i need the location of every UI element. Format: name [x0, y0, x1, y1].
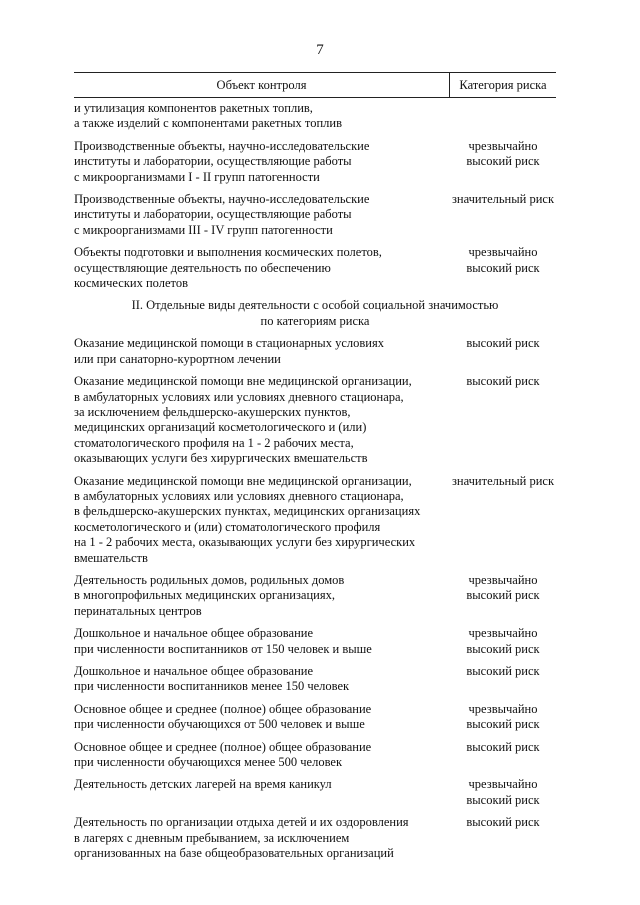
section-title-line: II. Отдельные виды деятельности с особой социальной значимостью: [131, 298, 499, 313]
control-object-line: Основное общее и среднее (полное) общее образование: [74, 701, 372, 716]
table-row: [74, 374, 556, 466]
header-category-column: Категория риска: [459, 78, 547, 92]
risk-category-cell: [450, 777, 556, 808]
table-row: [74, 740, 556, 771]
control-object-cell: [74, 573, 450, 619]
section-title-line: по категориям риска: [260, 313, 370, 328]
control-object-cell: [74, 374, 450, 466]
risk-category-cell: [450, 626, 556, 657]
control-object-line: медицинских организаций косметологического и (или): [74, 420, 367, 435]
table-row: [74, 573, 556, 619]
table-row: [74, 702, 556, 733]
risk-category-cell: [450, 192, 556, 238]
table-row: [74, 626, 556, 657]
control-object-line: в многопрофильных медицинских организациях,: [74, 588, 335, 603]
risk-category-line: высокий риск: [466, 588, 540, 603]
control-object-cell: [74, 626, 450, 657]
control-object-line: стоматологического профиля на 1 - 2 рабочих места,: [74, 435, 354, 450]
control-object-cell: [74, 740, 450, 771]
control-object-line: Производственные объекты, научно-исследовательские: [74, 138, 370, 153]
control-object-cell: [74, 192, 450, 238]
page-number: 7: [316, 42, 324, 58]
control-object-line: косметологического и (или) стоматологического профиля: [74, 519, 381, 534]
risk-category-line: высокий риск: [466, 792, 540, 807]
control-object-cell: [74, 815, 450, 861]
control-object-line: при численности воспитанников менее 150 человек: [74, 679, 350, 694]
control-object-line: Деятельность по организации отдыха детей и их оздоровления: [74, 815, 409, 830]
risk-category-line: чрезвычайно: [468, 777, 538, 792]
table-row: [74, 245, 556, 291]
risk-category-table: [74, 72, 556, 861]
risk-category-cell: [450, 374, 556, 466]
control-object-cell: [74, 474, 450, 566]
control-object-line: и утилизация компонентов ракетных топлив,: [74, 101, 313, 115]
risk-category-cell: [450, 336, 556, 367]
control-object-line: институты и лаборатории, осуществляющие работы: [74, 154, 352, 169]
risk-category-line: высокий риск: [466, 260, 540, 275]
table-row: [74, 664, 556, 695]
control-object-line: в амбулаторных условиях или условиях дневного стационара,: [74, 389, 404, 404]
risk-category-line: чрезвычайно: [468, 626, 538, 641]
control-object-cell: [74, 702, 450, 733]
risk-category-cell: [450, 815, 556, 861]
control-object-line: Дошкольное и начальное общее образование: [74, 626, 314, 641]
control-object-line: с микроорганизмами III - IV групп патогенности: [74, 222, 333, 237]
risk-category-cell: [450, 101, 556, 132]
control-object-line: Деятельность детских лагерей на время каникул: [74, 777, 332, 792]
risk-category-cell: [450, 573, 556, 619]
table-row: [74, 815, 556, 861]
risk-category-cell: [450, 139, 556, 185]
control-object-line: Оказание медицинской помощи в стационарных условиях: [74, 336, 384, 351]
control-object-line: организованных на базе общеобразовательных организаций: [74, 846, 394, 861]
header-object-column: Объект контроля: [74, 73, 450, 97]
section-title: [74, 298, 556, 329]
control-object-cell: [74, 101, 450, 132]
control-object-line: с микроорганизмами I - II групп патогенности: [74, 169, 320, 184]
control-object-line: Объекты подготовки и выполнения космических полетов,: [74, 245, 382, 260]
control-object-line: при численности обучающихся от 500 человек и выше: [74, 717, 365, 732]
risk-category-line: значительный риск: [451, 473, 555, 488]
control-object-line: в лагерях с дневным пребыванием, за исключением: [74, 830, 350, 845]
control-object-cell: [74, 336, 450, 367]
control-object-line: Оказание медицинской помощи вне медицинской организации,: [74, 473, 412, 488]
control-object-line: при численности воспитанников от 150 человек и выше: [74, 641, 372, 656]
control-object-line: космических полетов: [74, 276, 188, 291]
risk-category-line: чрезвычайно: [468, 138, 538, 153]
control-object-line: вмешательств: [74, 550, 148, 565]
risk-category-line: чрезвычайно: [468, 701, 538, 716]
control-object-cell: [74, 139, 450, 185]
control-object-cell: [74, 777, 450, 808]
table-row: [74, 192, 556, 238]
risk-category-cell: [450, 702, 556, 733]
control-object-line: в фельдшерско-акушерских пунктах, медицинских организациях: [74, 504, 421, 519]
control-object-line: на 1 - 2 рабочих места, оказывающих услуги без хирургических: [74, 535, 416, 550]
control-object-line: Производственные объекты, научно-исследовательские: [74, 192, 370, 207]
risk-category-line: высокий риск: [466, 154, 540, 169]
risk-category-line: высокий риск: [466, 739, 540, 754]
control-object-cell: [74, 245, 450, 291]
table-row: [74, 777, 556, 808]
control-object-line: институты и лаборатории, осуществляющие работы: [74, 207, 352, 222]
risk-category-line: высокий риск: [466, 664, 540, 678]
table-body: [74, 101, 556, 861]
table-header: [74, 72, 556, 98]
risk-category-cell: [450, 474, 556, 566]
control-object-line: Оказание медицинской помощи вне медицинской организации,: [74, 374, 412, 389]
risk-category-line: высокий риск: [466, 374, 540, 389]
control-object-line: при численности обучающихся менее 500 человек: [74, 755, 343, 770]
risk-category-line: чрезвычайно: [468, 572, 538, 587]
table-row: [74, 101, 556, 132]
risk-category-line: высокий риск: [466, 641, 540, 656]
risk-category-line: чрезвычайно: [468, 245, 538, 260]
control-object-line: оказывающих услуги без хирургических вмешательств: [74, 451, 368, 466]
risk-category-line: высокий риск: [466, 336, 540, 351]
table-row: [74, 139, 556, 185]
control-object-line: в амбулаторных условиях или условиях дневного стационара,: [74, 488, 404, 503]
control-object-line: перинатальных центров: [74, 603, 202, 618]
control-object-line: Основное общее и среднее (полное) общее образование: [74, 739, 372, 754]
risk-category-line: значительный риск: [451, 192, 555, 207]
table-row: [74, 474, 556, 566]
risk-category-cell: [450, 740, 556, 771]
control-object-line: а также изделий с компонентами ракетных топлив: [74, 116, 342, 131]
control-object-line: осуществляющие деятельность по обеспечению: [74, 260, 331, 275]
control-object-line: Деятельность родильных домов, родильных домов: [74, 572, 345, 587]
control-object-cell: [74, 664, 450, 695]
table-row: [74, 336, 556, 367]
risk-category-cell: [450, 245, 556, 291]
control-object-line: Дошкольное и начальное общее образование: [74, 664, 314, 678]
risk-category-line: высокий риск: [466, 717, 540, 732]
control-object-line: за исключением фельдшерско-акушерских пунктов,: [74, 404, 351, 419]
risk-category-cell: [450, 664, 556, 695]
control-object-line: или при санаторно-курортном лечении: [74, 351, 281, 366]
risk-category-line: высокий риск: [466, 815, 540, 830]
